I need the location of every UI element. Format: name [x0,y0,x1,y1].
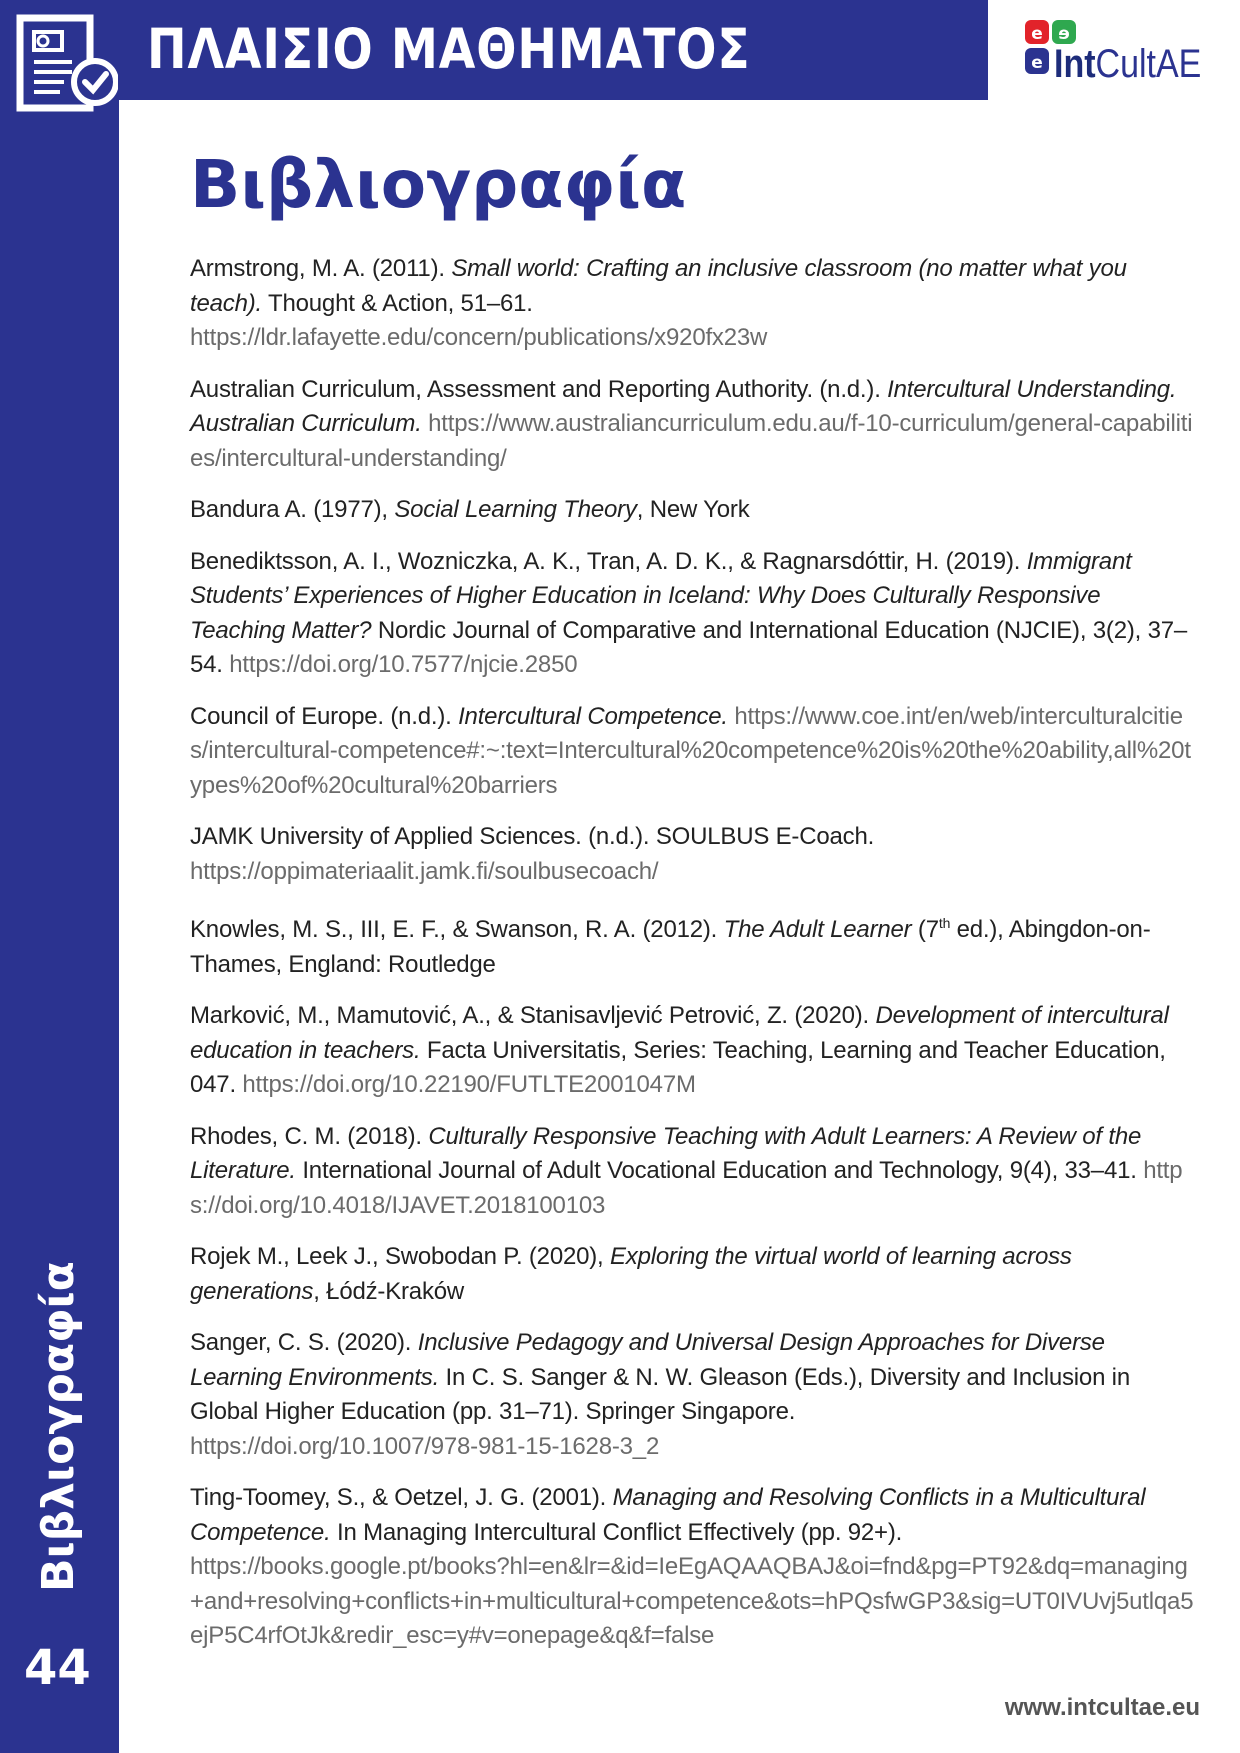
reference-url[interactable]: https://books.google.pt/books?hl=en&lr=&id=IeEgAQAAQBAJ&oi=fnd&pg=PT92&dq=managing+and+resolving+conflicts+in+multicultural+competence&ots=hPQsfwGP3&sig=UT0IVUvj5utlqa5ejP5C4rfOtJk&redir_esc=y#v=onepage&q&f=false [190,1553,1194,1649]
reference-item: Rhodes, C. M. (2018). Culturally Responsive Teaching with Adult Learners: A Review of the Literature. International Journal of Adult Vocational Education and Technology, 9(4), 33–41. https://doi.org/10.4018/IJAVET.2018100103 [190,1122,1183,1219]
reference-url[interactable]: https://www.australiancurriculum.edu.au/f-10-curriculum/general-capabilities/intercultural-understanding/ [190,410,1193,472]
reference-item: Bandura A. (1977), Social Learning Theory, New York [190,496,750,523]
svg-text:e: e [1031,24,1043,44]
reference-url[interactable]: https://oppimateriaalit.jamk.fi/soulbusecoach/ [190,857,659,885]
reference-item: Armstrong, M. A. (2011). Small world: Crafting an inclusive classroom (no matter what you teach). Thought & Action, 51–61. https://ldr.lafayette.edu/concern/publications/x920fx23w [190,255,1127,351]
reference-item: JAMK University of Applied Sciences. (n.d.). SOULBUS E-Coach. https://oppimateriaalit.jamk.fi/soulbusecoach/ [190,823,875,885]
page-number: 44 [24,1640,91,1696]
header-title: ΠΛΑΙΣΙΟ ΜΑΘΗΜΑΤΟΣ [147,17,751,81]
reference-item: Australian Curriculum, Assessment and Reporting Authority. (n.d.). Intercultural Understanding. Australian Curriculum. https://www.australiancurriculum.edu.au/f-10-curriculum/general-capabilities/intercultural-understanding/ [190,375,1193,472]
reference-item: Rojek M., Leek J., Swobodan P. (2020), Exploring the virtual world of learning across generations, Łódź-Kraków [190,1243,1072,1305]
reference-list [190,252,1195,1671]
reference-item: Benediktsson, A. I., Wozniczka, A. K., Tran, A. D. K., & Ragnarsdóttir, H. (2019). Immigrant Students’ Experiences of Higher Education in Iceland: Why Does Culturally Responsive Teaching Matter? Nordic Journal of Comparative and International Education (NJCIE), 3(2), 37–54. https://doi.org/10.7577/njcie.2850 [190,547,1188,678]
reference-item: Knowles, M. S., III, E. F., & Swanson, R. A. (2012). The Adult Learner (7th ed.), Abingdon-on-Thames, England: Routledge [190,915,1151,978]
page-heading: Βιβλιογραφία [190,146,687,223]
logo-text: IntCultAE [1054,42,1202,86]
reference-url[interactable]: https://www.coe.int/en/web/interculturalcities/intercultural-competence#:~:text=Intercultural%20competence%20is%20the%20ability,all%20types%20of%20cultural%20barriers [190,702,1191,799]
reference-item: Ting-Toomey, S., & Oetzel, J. G. (2001). Managing and Resolving Conflicts in a Multicultural Competence. In Managing Intercultural Conflict Effectively (pp. 92+). https://books.google.pt/books?hl=en&lr=&id=IeEgAQAAQBAJ&oi=fnd&pg=PT92&dq=managing+and+resolving+conflicts+in+multicultural+competence&ots=hPQsfwGP3&sig=UT0IVUvj5utlqa5ejP5C4rfOtJk&redir_esc=y#v=onepage&q&f=false [190,1484,1194,1649]
svg-text:e: e [1031,53,1043,73]
reference-item: Council of Europe. (n.d.). Intercultural Competence. https://www.coe.int/en/web/interculturalcities/intercultural-competence#:~:text=Intercultural%20competence%20is%20the%20ability,all%20types%20of%20cultural%20barriers [190,702,1191,799]
reference-url[interactable]: https://doi.org/10.7577/njcie.2850 [229,651,578,678]
svg-text:ɘ: ɘ [1058,24,1070,44]
reference-url[interactable]: https://doi.org/10.22190/FUTLTE2001047M [242,1071,696,1098]
reference-item: Marković, M., Mamutović, A., & Stanisavljević Petrović, Z. (2020). Development of intercultural education in teachers. Facta Universitatis, Series: Teaching, Learning and Teacher Education, 047. https://doi.org/10.22190/FUTLTE2001047M [190,1002,1169,1098]
reference-url[interactable]: https://ldr.lafayette.edu/concern/publications/x920fx23w [190,324,768,351]
reference-item: Sanger, C. S. (2020). Inclusive Pedagogy and Universal Design Approaches for Diverse Learning Environments. In C. S. Sanger & N. W. Gleason (Eds.), Diversity and Inclusion in Global Higher Education (pp. 31–71). Springer Singapore. https://doi.org/10.1007/978-981-15-1628-3_2 [190,1329,1130,1460]
footer-website-link[interactable]: www.intcultae.eu [1004,1694,1200,1721]
reference-url[interactable]: https://doi.org/10.4018/IJAVET.2018100103 [190,1157,1183,1219]
checklist-document-icon [16,14,118,120]
reference-url[interactable]: https://doi.org/10.1007/978-981-15-1628-3_2 [190,1432,660,1460]
